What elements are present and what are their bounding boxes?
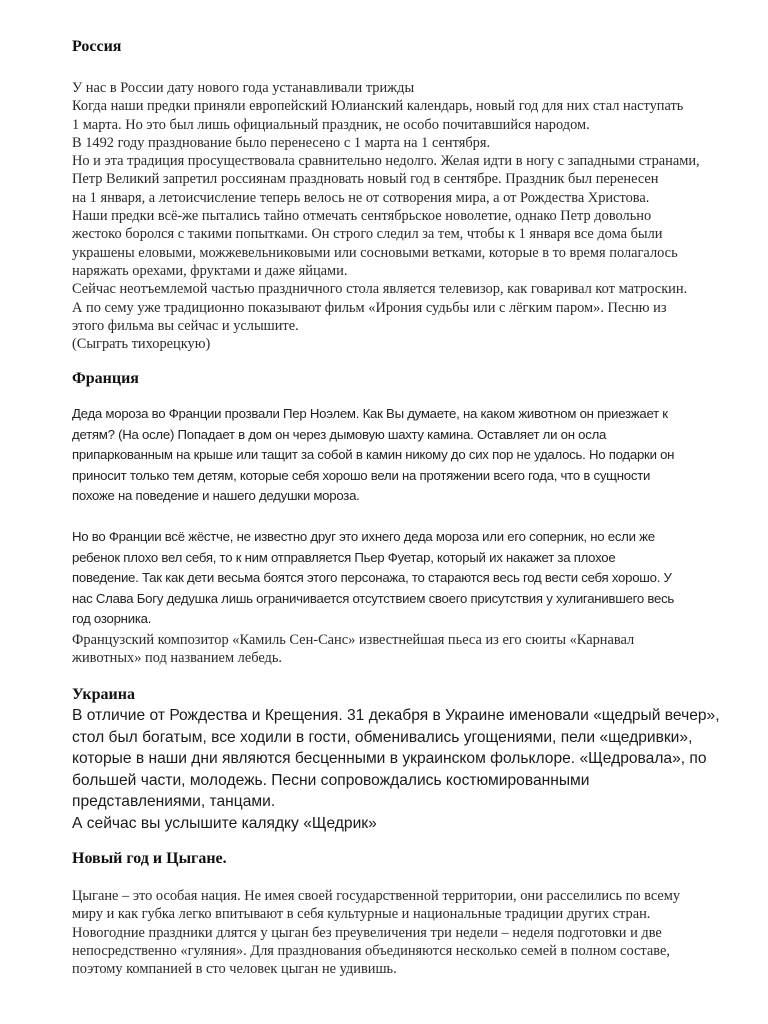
text-line: этого фильма вы сейчас и услышите. (72, 317, 299, 334)
text-line: припаркованным на крыше или тащит за собой в камин никому до сих пор не удалось. Но подарки он (72, 447, 675, 462)
text-line: 1 марта. Но это был лишь официальный праздник, не особо почитавшийся народом. (72, 116, 590, 133)
section-body-gypsies (72, 887, 752, 978)
section-heading-russia: Россия (72, 38, 122, 55)
text-line: Деда мороза во Франции прозвали Пер Ноэлем. Как Вы думаете, на каком животном он приезжает к (72, 406, 668, 421)
section-heading-ukraine: Украина (72, 686, 135, 703)
text-line: Но и эта традиция просуществовала сравнительно недолго. Желая идти в ногу с западными странами, (72, 153, 700, 170)
text-line: Наши предки всё-же пытались тайно отмечать сентябрьское новолетие, однако Петр довольно (72, 208, 652, 225)
section-body-russia (72, 79, 752, 353)
text-line: Но во Франции всё жёстче, не известно друг это ихнего деда мороза или его соперник, но если же (72, 529, 655, 544)
text-line: Петр Великий запретил россиянам праздновать новый год в сентябре. Праздник был перенесен (72, 171, 659, 188)
text-line: украшены еловыми, можжевельниковыми или сосновыми ветками, которые в то время полагалось (72, 244, 678, 261)
text-line: приносит только тем детям, которые себя хорошо вели на протяжении всего года, что в сущности (72, 467, 651, 483)
text-line: поэтому компанией в сто человек цыган не удивишь. (72, 961, 397, 978)
text-line: похоже на поведение и нашего дедушки мороза. (72, 488, 360, 503)
text-line: представлениями, танцами. (72, 793, 276, 810)
text-line: на 1 января, а летоисчисление теперь велось не от сотворения мира, а от Рождества Христова. (72, 189, 650, 206)
text-line: поведение. Так как дети весьма боятся этого персонажа, то стараются весь год вести себя хорошо. У (72, 570, 672, 585)
text-line: В отличие от Рождества и Крещения. 31 декабря в Украине именовали «щедрый вечер», (72, 707, 720, 724)
text-line: Цыгане – это особая нация. Не имея своей государственной территории, они расселились по всему (72, 888, 681, 904)
text-line: которые в наши дни являются бесценными в украинском фольклоре. «Щедровала», по (72, 750, 707, 767)
text-line: миру и как губка легко впитывают в себя культурные и национальные традиции других стран. (72, 906, 651, 923)
section-body-france-p1 (72, 404, 752, 507)
text-line: непосредственно «гуляния». Для празднования объединяются несколько семей в полном составе, (72, 942, 670, 959)
text-line: наряжать орехами, фруктами и даже яйцами. (72, 262, 348, 279)
text-line: А по сему уже традиционно показывают фильм «Ирония судьбы или с лёгким паром». Песню из (72, 299, 667, 316)
text-line: ребенок плохо вел себя, то к ним отправляется Пьер Фуетар, который их накажет за плохое (72, 549, 616, 565)
text-line: Французский композитор «Камиль Сен-Санс» известнейшая пьеса из его сюиты «Карнавал (72, 632, 635, 648)
text-line: нас Слава Богу дедушка лишь ограничивается отсутствием своего присутствия у хулиганившего весь (72, 590, 675, 606)
text-line: стол был богатым, все ходили в гости, обменивались угощениями, пели «щедривки», (72, 728, 693, 746)
text-line: А сейчас вы услышите калядку «Щедрик» (72, 814, 377, 832)
text-line: животных» под названием лебедь. (72, 650, 283, 667)
text-line: Новогодние праздники длятся у цыган без преувеличения три недели – неделя подготовки и две (72, 924, 662, 941)
section-body-ukraine (72, 705, 752, 834)
text-line: Сейчас неотъемлемой частью праздничного стола является телевизор, как говаривал кот матроскин. (72, 281, 688, 298)
section-body-france-p2 (72, 527, 752, 630)
text-line: Когда наши предки приняли европейский Юлианский календарь, новый год для них стал наступать (72, 98, 684, 115)
section-body-france-p3 (72, 631, 752, 668)
section-heading-france: Франция (72, 370, 139, 387)
text-line: В 1492 году празднование было перенесено с 1 марта на 1 сентября. (72, 134, 491, 151)
text-line: (Сыграть тихорецкую) (72, 336, 211, 353)
text-line: год озорника. (72, 611, 152, 626)
text-line: жестоко боролся с такими попытками. Он строго следил за тем, чтобы к 1 января все дома были (72, 226, 663, 243)
section-heading-gypsies: Новый год и Цыгане. (72, 850, 227, 867)
text-line: детям? (На осле) Попадает в дом он через дымовую шахту камина. Оставляет ли он осла (72, 426, 607, 442)
text-line: большей части, молодежь. Песни сопровождались костюмированными (72, 771, 590, 789)
text-line: У нас в России дату нового года устанавливали трижды (72, 80, 415, 96)
